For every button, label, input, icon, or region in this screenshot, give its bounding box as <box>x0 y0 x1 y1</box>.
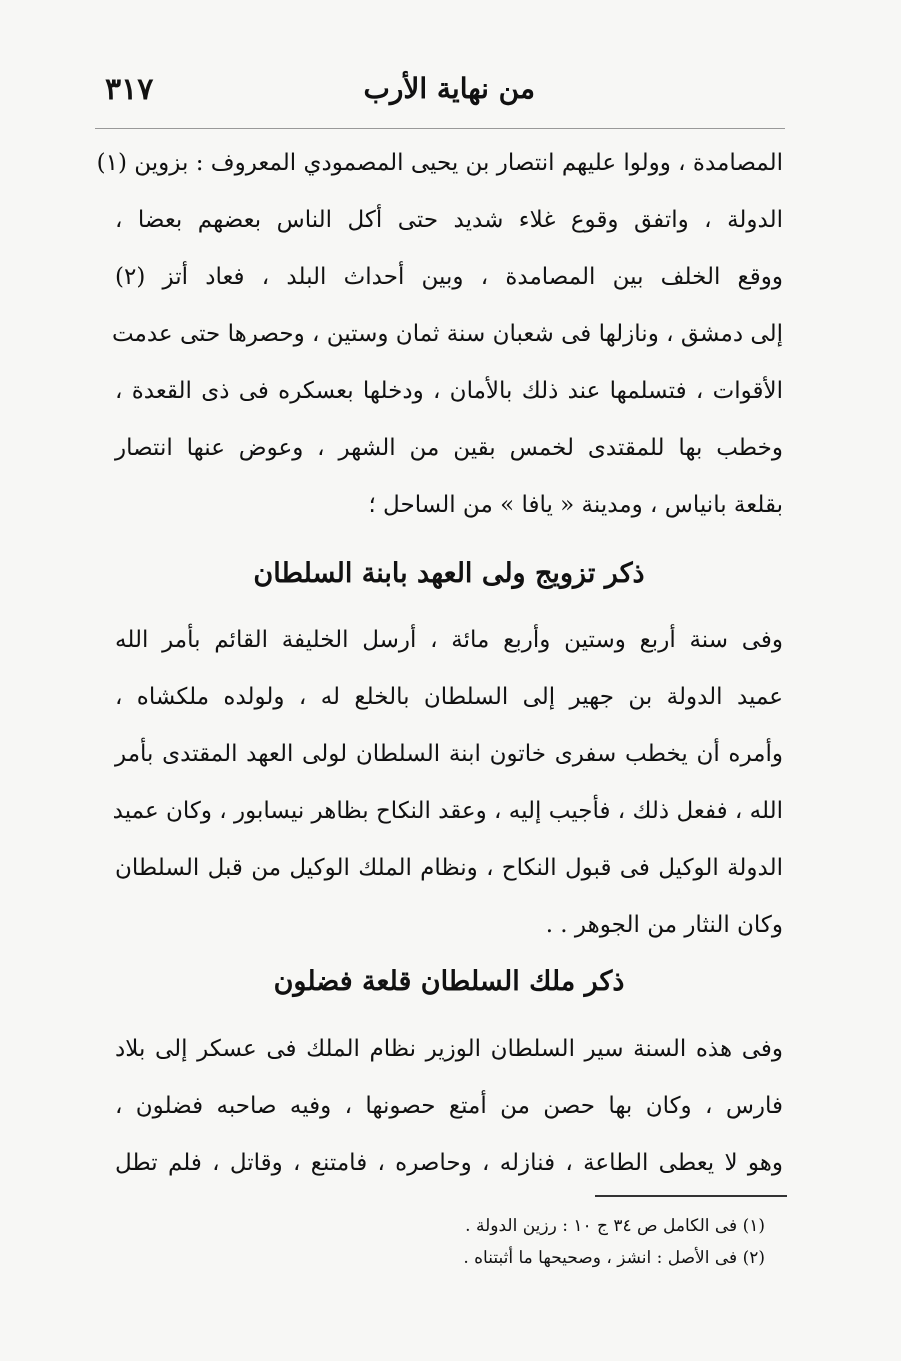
text-line: إلى دمشق ، ونازلها فى شعبان سنة ثمان وستين ، وحصرها حتى عدمت <box>111 321 783 347</box>
footnote: (٢) فى الأصل : انشز ، وصحيحها ما أثبتناه . <box>463 1248 765 1268</box>
paragraph-3 <box>115 1021 783 1192</box>
text-line: وخطب بها للمقتدى لخمس بقين من الشهر ، وعوض عنها انتصار <box>115 435 783 461</box>
running-title: من نهاية الأرب <box>363 72 535 105</box>
text-line: الله ، ففعل ذلك ، فأجيب إليه ، وعقد النكاح بظاهر نيسابور ، وكان عميد <box>112 798 783 824</box>
footnote-rule <box>595 1195 787 1197</box>
paragraph-2 <box>112 612 783 954</box>
text-line: عميد الدولة بن جهير إلى السلطان بالخلع له ، ولولده ملكشاه ، <box>115 684 783 710</box>
text-line: وأمره أن يخطب سفرى خاتون ابنة السلطان لولى العهد المقتدى بأمر <box>115 741 783 767</box>
footnotes <box>300 1210 765 1274</box>
text-line: وهو لا يعطى الطاعة ، فنازله ، وحاصره ، فامتنع ، وقاتل ، فلم تطل <box>115 1150 783 1176</box>
text-line: المصامدة ، وولوا عليهم انتصار بن يحيى المصمودي المعروف : بزوين (١) <box>96 150 783 176</box>
text-line: وفى هذه السنة سير السلطان الوزير نظام الملك فى عسكر إلى بلاد <box>115 1036 783 1062</box>
page-number: ٣١٧ <box>105 72 154 107</box>
section-heading: ذكر تزويج ولى العهد بابنة السلطان <box>253 558 645 589</box>
header-rule <box>95 128 785 129</box>
text-line: فارس ، وكان بها حصن من أمتع حصونها ، وفيه صاحبه فضلون ، <box>115 1093 783 1119</box>
running-head <box>105 72 805 116</box>
text-line: بقلعة بانياس ، ومدينة « يافا » من الساحل ؛ <box>368 492 783 518</box>
text-line: الدولة الوكيل فى قبول النكاح ، ونظام الملك الوكيل من قبل السلطان <box>115 855 783 881</box>
text-line: وفى سنة أربع وستين وأربع مائة ، أرسل الخليفة القائم بأمر الله <box>115 627 783 653</box>
text-line: الدولة ، واتفق وقوع غلاء شديد حتى أكل الناس بعضهم بعضا ، <box>115 207 783 233</box>
paragraph-1 <box>96 135 783 534</box>
section-heading: ذكر ملك السلطان قلعة فضلون <box>273 966 625 997</box>
text-line: ووقع الخلف بين المصامدة ، وبين أحداث البلد ، فعاد أتز (٢) <box>115 264 783 290</box>
footnote: (١) فى الكامل ص ٣٤ ج ١٠ : رزين الدولة . <box>465 1216 765 1236</box>
text-line: وكان النثار من الجوهر . . <box>545 912 783 938</box>
text-line: الأقوات ، فتسلمها عند ذلك بالأمان ، ودخلها بعسكره فى ذى القعدة ، <box>115 378 783 404</box>
